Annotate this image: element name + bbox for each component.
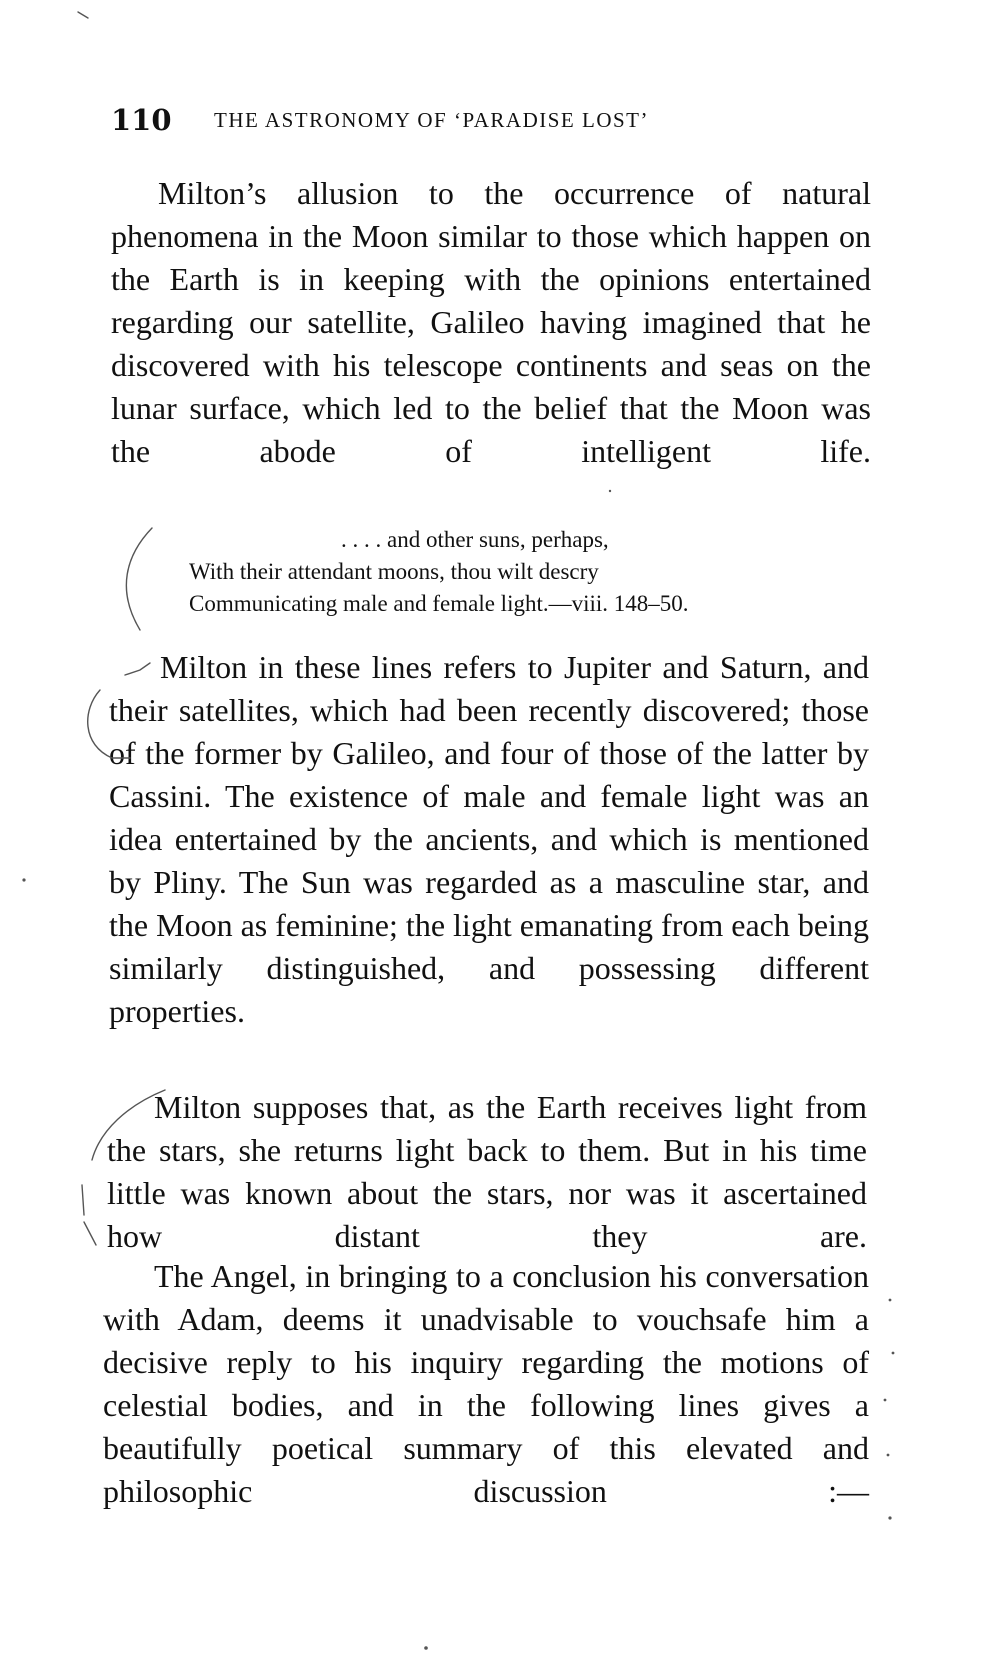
paragraph-angel-conclusion: The Angel, in bringing to a conclusion his conversation with Adam, deems it unadvisable to vouchsafe him a decisive reply to his inquiry regarding the motions of celestial bodies, and in the following lines gives a beautifully poetical summary of this elevated and philosophic discussion :— — [103, 1258, 869, 1509]
quote-line: With their attendant moons, thou wilt descry — [189, 559, 599, 584]
paragraph-jupiter-saturn: Milton in these lines refers to Jupiter and Saturn, and their satellites, which had been recently discovered; those of the former by Galileo, and four of those of the latter by Cassini. The existence of male and female light was an idea entertained by the ancients, and which is mentioned by Pliny. The Sun was regarded as a masculine star, and the Moon as feminine; the light emanating from each being similarly distinguished, and possessing different properties. — [109, 649, 869, 1029]
stray-mark — [78, 12, 88, 18]
page-header — [111, 103, 891, 143]
page-number: 110 — [111, 103, 172, 137]
bracket-mark — [82, 1185, 84, 1215]
stray-dot — [889, 1299, 892, 1302]
paragraph-earth-light: Milton supposes that, as the Earth receives light from the stars, she returns light back to them. But in his time little was known about the stars, nor was it ascertained how distant they are. — [107, 1089, 867, 1254]
stray-dot — [888, 1516, 891, 1519]
running-title: THE ASTRONOMY OF ‘PARADISE LOST’ — [214, 108, 649, 132]
bracket-mark — [84, 1222, 96, 1245]
stray-dot — [887, 1454, 890, 1457]
stray-dot — [892, 1352, 895, 1355]
quote-line: . . . . and other suns, perhaps, — [341, 527, 609, 552]
stray-dot — [22, 878, 25, 881]
stray-dot — [424, 1646, 428, 1650]
paragraph-moon-phenomena: Milton’s allusion to the occurrence of natural phenomena in the Moon similar to those which happen on the Earth is in keeping with the opinions entertained regarding our satellite, Galileo having imagined that he discovered with his telescope continents and seas on the lunar surface, which led to the belief that the Moon was the abode of intelligent life. — [111, 175, 871, 469]
quote-line: Communicating male and female light.—viii. 148–50. — [189, 591, 689, 616]
stray-dot — [884, 1399, 887, 1402]
verse-quotation — [189, 524, 849, 620]
bracket-mark — [126, 528, 152, 630]
